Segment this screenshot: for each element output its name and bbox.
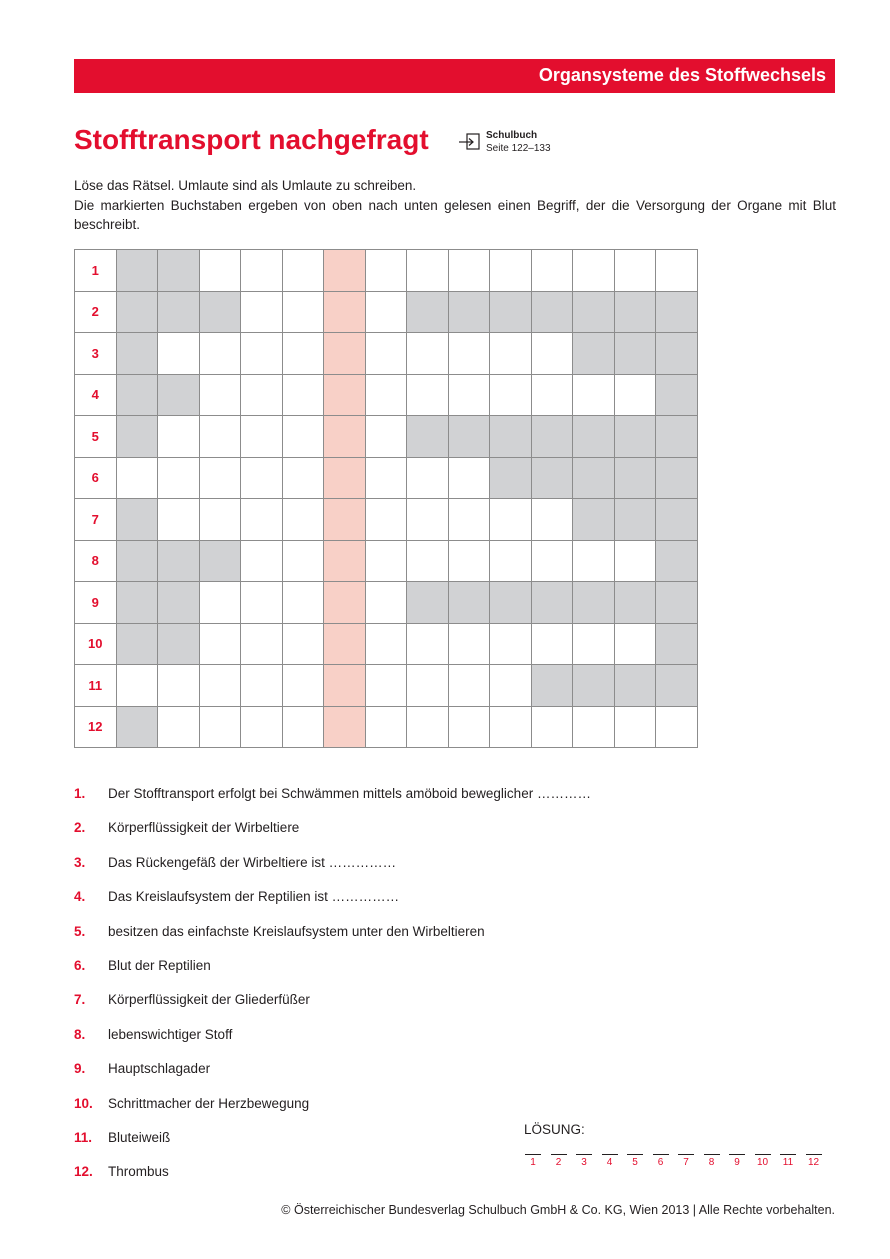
grid-cell-blocked <box>407 582 449 624</box>
grid-cell-blocked <box>656 582 698 624</box>
crossword-grid <box>74 249 698 748</box>
grid-cell-letter[interactable] <box>573 706 615 748</box>
grid-cell-blocked <box>531 291 573 333</box>
grid-row-number: 4 <box>75 374 117 416</box>
page-title: Stofftransport nachgefragt <box>74 124 429 155</box>
grid-cell-blocked <box>656 623 698 665</box>
grid-cell-letter[interactable] <box>365 416 407 458</box>
grid-row-number: 6 <box>75 457 117 499</box>
grid-cell-blocked <box>573 333 615 375</box>
clue-text: Schrittmacher der Herzbewegung <box>108 1095 310 1111</box>
grid-cell-blocked <box>573 416 615 458</box>
grid-cell-blocked <box>614 665 656 707</box>
grid-cell-letter[interactable] <box>116 665 158 707</box>
grid-cell-letter[interactable] <box>490 540 532 582</box>
grid-cell-letter[interactable] <box>448 623 490 665</box>
grid-cell-letter[interactable] <box>282 623 324 665</box>
grid-cell-letter[interactable] <box>241 374 283 416</box>
grid-row <box>75 416 698 458</box>
grid-cell-blocked <box>573 499 615 541</box>
grid-cell-letter[interactable] <box>614 540 656 582</box>
grid-cell-letter[interactable] <box>573 623 615 665</box>
grid-cell-letter[interactable] <box>241 416 283 458</box>
grid-cell-letter[interactable] <box>365 665 407 707</box>
grid-cell-letter[interactable] <box>282 250 324 292</box>
solution-blank[interactable]: 7 <box>678 1154 694 1165</box>
grid-cell-letter[interactable] <box>448 665 490 707</box>
grid-row <box>75 499 698 541</box>
grid-cell-blocked <box>158 250 200 292</box>
clue-number: 3. <box>74 854 86 870</box>
grid-cell-letter[interactable] <box>199 706 241 748</box>
grid-cell-letter[interactable] <box>407 457 449 499</box>
grid-cell-letter[interactable] <box>241 291 283 333</box>
grid-cell-blocked <box>531 582 573 624</box>
solution-blank[interactable]: 12 <box>806 1154 822 1165</box>
grid-cell-letter[interactable] <box>531 374 573 416</box>
grid-cell-letter[interactable] <box>531 333 573 375</box>
section-header-bar <box>74 59 835 93</box>
grid-cell-blocked <box>614 582 656 624</box>
solution-blank[interactable]: 2 <box>551 1154 567 1165</box>
grid-cell-letter[interactable] <box>365 291 407 333</box>
grid-cell-blocked <box>656 499 698 541</box>
section-title: Organsysteme des Stoffwechsels <box>538 65 826 85</box>
grid-cell-blocked <box>116 250 158 292</box>
grid-cell-blocked <box>573 665 615 707</box>
clue-number: 1. <box>74 786 86 801</box>
grid-cell-letter[interactable] <box>241 499 283 541</box>
grid-row-number: 7 <box>75 499 117 541</box>
grid-cell-letter[interactable] <box>531 250 573 292</box>
grid-cell-letter[interactable] <box>531 540 573 582</box>
grid-cell-solution[interactable] <box>324 374 366 416</box>
grid-cell-letter[interactable] <box>282 333 324 375</box>
grid-cell-letter[interactable] <box>282 499 324 541</box>
grid-cell-letter[interactable] <box>241 623 283 665</box>
grid-cell-blocked <box>531 416 573 458</box>
grid-cell-blocked <box>407 291 449 333</box>
clue-text: Thrombus <box>108 1164 169 1180</box>
grid-row <box>75 540 698 582</box>
grid-cell-letter[interactable] <box>656 250 698 292</box>
grid-cell-blocked <box>116 706 158 748</box>
grid-cell-blocked <box>158 374 200 416</box>
copyright-footer: © Österreichischer Bundesverlag Schulbuch GmbH & Co. KG, Wien 2013 | Alle Rechte vorbehalten. <box>281 1203 835 1217</box>
grid-cell-letter[interactable] <box>490 499 532 541</box>
solution-blank[interactable]: 3 <box>576 1154 592 1165</box>
grid-row <box>75 706 698 748</box>
grid-cell-solution[interactable] <box>324 540 366 582</box>
grid-cell-letter[interactable] <box>490 374 532 416</box>
grid-cell-letter[interactable] <box>365 706 407 748</box>
grid-row <box>75 623 698 665</box>
solution-label: LÖSUNG: <box>524 1122 585 1137</box>
grid-cell-letter[interactable] <box>365 540 407 582</box>
grid-row-number: 8 <box>75 540 117 582</box>
grid-cell-letter[interactable] <box>241 540 283 582</box>
grid-cell-blocked <box>656 540 698 582</box>
clue-text: Das Rückengefäß der Wirbeltiere ist …………… <box>108 854 397 870</box>
grid-row-number: 5 <box>75 416 117 458</box>
grid-cell-letter[interactable] <box>490 665 532 707</box>
grid-cell-blocked <box>490 582 532 624</box>
grid-cell-letter[interactable] <box>573 374 615 416</box>
grid-cell-letter[interactable] <box>199 623 241 665</box>
clue-text: Bluteiweiß <box>108 1129 171 1145</box>
clue-number: 12. <box>74 1164 93 1180</box>
grid-cell-letter[interactable] <box>158 416 200 458</box>
grid-cell-letter[interactable] <box>282 582 324 624</box>
grid-cell-letter[interactable] <box>158 457 200 499</box>
grid-cell-blocked <box>116 582 158 624</box>
grid-cell-letter[interactable] <box>531 623 573 665</box>
grid-cell-letter[interactable] <box>407 623 449 665</box>
grid-row <box>75 457 698 499</box>
grid-cell-letter[interactable] <box>158 665 200 707</box>
grid-cell-letter[interactable] <box>199 665 241 707</box>
clue-text: Körperflüssigkeit der Wirbeltiere <box>108 820 300 836</box>
grid-row <box>75 665 698 707</box>
grid-cell-solution[interactable] <box>324 665 366 707</box>
grid-cell-letter[interactable] <box>282 416 324 458</box>
grid-cell-letter[interactable] <box>241 665 283 707</box>
grid-cell-letter[interactable] <box>407 665 449 707</box>
grid-cell-blocked <box>407 416 449 458</box>
grid-cell-blocked <box>116 333 158 375</box>
grid-cell-blocked <box>614 291 656 333</box>
solution-blank[interactable]: 11 <box>780 1154 796 1165</box>
grid-cell-blocked <box>158 623 200 665</box>
clue-text: Blut der Reptilien <box>108 957 211 973</box>
grid-cell-letter[interactable] <box>407 333 449 375</box>
solution-blank[interactable]: 10 <box>755 1154 771 1165</box>
grid-cell-letter[interactable] <box>282 291 324 333</box>
grid-cell-letter[interactable] <box>282 374 324 416</box>
grid-cell-letter[interactable] <box>199 457 241 499</box>
clue-text: Körperflüssigkeit der Gliederfüßer <box>108 992 310 1008</box>
grid-cell-letter[interactable] <box>282 665 324 707</box>
grid-cell-letter[interactable] <box>407 374 449 416</box>
grid-cell-blocked <box>448 416 490 458</box>
solution-blank[interactable]: 1 <box>525 1154 541 1165</box>
grid-cell-blocked <box>656 374 698 416</box>
grid-cell-letter[interactable] <box>241 457 283 499</box>
grid-cell-solution[interactable] <box>324 706 366 748</box>
grid-cell-blocked <box>656 416 698 458</box>
grid-row-number: 1 <box>75 250 117 292</box>
grid-cell-letter[interactable] <box>448 706 490 748</box>
grid-cell-solution[interactable] <box>324 250 366 292</box>
grid-cell-blocked <box>573 582 615 624</box>
grid-cell-letter[interactable] <box>365 499 407 541</box>
grid-cell-blocked <box>614 457 656 499</box>
solution-blank[interactable]: 6 <box>653 1154 669 1165</box>
solution-blank[interactable]: 8 <box>704 1154 720 1165</box>
grid-cell-letter[interactable] <box>282 540 324 582</box>
grid-cell-blocked <box>158 291 200 333</box>
grid-row-number: 12 <box>75 706 117 748</box>
grid-cell-letter[interactable] <box>199 416 241 458</box>
grid-cell-letter[interactable] <box>365 582 407 624</box>
grid-cell-letter[interactable] <box>241 582 283 624</box>
grid-cell-blocked <box>531 665 573 707</box>
clue-number: 5. <box>74 923 86 939</box>
grid-cell-letter[interactable] <box>407 250 449 292</box>
grid-cell-letter[interactable] <box>282 706 324 748</box>
grid-cell-blocked <box>490 457 532 499</box>
instructions-line-1: Löse das Rätsel. Umlaute sind als Umlaute zu schreiben. <box>74 178 417 193</box>
grid-cell-letter[interactable] <box>199 250 241 292</box>
instructions <box>74 176 836 235</box>
clue-number: 8. <box>74 1026 86 1042</box>
grid-cell-blocked <box>656 457 698 499</box>
clue-text: Der Stofftransport erfolgt bei Schwämmen mittels amöboid beweglicher ………… <box>108 786 591 801</box>
grid-cell-letter[interactable] <box>241 706 283 748</box>
grid-cell-solution[interactable] <box>324 333 366 375</box>
grid-cell-blocked <box>116 374 158 416</box>
grid-row <box>75 374 698 416</box>
reference-label: Schulbuch <box>486 130 538 141</box>
clue-text: lebenswichtiger Stoff <box>108 1026 233 1042</box>
grid-cell-blocked <box>531 457 573 499</box>
grid-cell-letter[interactable] <box>158 333 200 375</box>
clue-number: 6. <box>74 957 86 973</box>
grid-cell-blocked <box>490 291 532 333</box>
grid-cell-letter[interactable] <box>407 499 449 541</box>
grid-cell-blocked <box>490 416 532 458</box>
grid-cell-letter[interactable] <box>365 250 407 292</box>
grid-cell-letter[interactable] <box>199 333 241 375</box>
grid-cell-letter[interactable] <box>490 623 532 665</box>
grid-cell-letter[interactable] <box>490 250 532 292</box>
solution-blank[interactable]: 9 <box>729 1154 745 1165</box>
grid-cell-solution[interactable] <box>324 623 366 665</box>
grid-cell-letter[interactable] <box>365 457 407 499</box>
grid-cell-blocked <box>656 665 698 707</box>
grid-cell-letter[interactable] <box>282 457 324 499</box>
clue-number: 2. <box>74 820 86 836</box>
clue-text: Das Kreislaufsystem der Reptilien ist …………… <box>108 889 400 905</box>
grid-cell-blocked <box>614 416 656 458</box>
grid-cell-solution[interactable] <box>324 499 366 541</box>
instructions-line-2: Die markierten Buchstaben ergeben von oben nach unten gelesen einen Begriff, der die Versorgung der Organe mit Blut beschreibt. <box>74 197 836 232</box>
solution-blank[interactable]: 4 <box>602 1154 618 1165</box>
grid-cell-letter[interactable] <box>365 374 407 416</box>
grid-cell-blocked <box>614 333 656 375</box>
grid-cell-blocked <box>448 582 490 624</box>
clue-number: 7. <box>74 992 86 1008</box>
grid-cell-letter[interactable] <box>656 706 698 748</box>
grid-row-number: 11 <box>75 665 117 707</box>
grid-cell-letter[interactable] <box>241 250 283 292</box>
grid-cell-blocked <box>158 540 200 582</box>
grid-cell-letter[interactable] <box>614 706 656 748</box>
grid-row <box>75 582 698 624</box>
grid-row <box>75 333 698 375</box>
grid-cell-letter[interactable] <box>199 374 241 416</box>
grid-row-number: 9 <box>75 582 117 624</box>
clue-text: besitzen das einfachste Kreislaufsystem unter den Wirbeltieren <box>108 923 485 939</box>
grid-cell-letter[interactable] <box>448 540 490 582</box>
clue-number: 11. <box>74 1129 93 1145</box>
grid-cell-letter[interactable] <box>407 540 449 582</box>
reference-pages: Seite 122–133 <box>486 143 551 154</box>
grid-cell-blocked <box>116 416 158 458</box>
grid-row-number: 10 <box>75 623 117 665</box>
grid-cell-letter[interactable] <box>365 623 407 665</box>
grid-cell-letter[interactable] <box>158 499 200 541</box>
grid-cell-blocked <box>656 291 698 333</box>
clue-text: Hauptschlagader <box>108 1061 211 1077</box>
grid-cell-letter[interactable] <box>614 250 656 292</box>
grid-cell-letter[interactable] <box>448 457 490 499</box>
grid-cell-blocked <box>116 623 158 665</box>
grid-cell-solution[interactable] <box>324 416 366 458</box>
grid-row-number: 3 <box>75 333 117 375</box>
grid-cell-letter[interactable] <box>490 706 532 748</box>
grid-cell-letter[interactable] <box>531 499 573 541</box>
clue-number: 4. <box>74 889 86 905</box>
solution-blank[interactable]: 5 <box>627 1154 643 1165</box>
grid-row-number: 2 <box>75 291 117 333</box>
grid-cell-blocked <box>573 291 615 333</box>
grid-cell-blocked <box>116 540 158 582</box>
grid-cell-solution[interactable] <box>324 582 366 624</box>
grid-cell-solution[interactable] <box>324 291 366 333</box>
textbook-link-icon <box>458 132 482 152</box>
grid-cell-letter[interactable] <box>573 540 615 582</box>
grid-row <box>75 291 698 333</box>
grid-cell-blocked <box>448 291 490 333</box>
grid-row <box>75 250 698 292</box>
grid-cell-blocked <box>656 333 698 375</box>
grid-cell-letter[interactable] <box>199 499 241 541</box>
grid-cell-blocked <box>116 499 158 541</box>
grid-cell-blocked <box>199 540 241 582</box>
grid-cell-letter[interactable] <box>448 333 490 375</box>
grid-cell-letter[interactable] <box>448 374 490 416</box>
grid-cell-letter[interactable] <box>365 333 407 375</box>
clue-number: 9. <box>74 1061 86 1077</box>
grid-cell-letter[interactable] <box>573 250 615 292</box>
grid-cell-letter[interactable] <box>490 333 532 375</box>
grid-cell-letter[interactable] <box>614 623 656 665</box>
grid-cell-letter[interactable] <box>531 706 573 748</box>
grid-cell-blocked <box>573 457 615 499</box>
clue-number: 10. <box>74 1095 93 1111</box>
grid-cell-blocked <box>199 291 241 333</box>
grid-cell-letter[interactable] <box>241 333 283 375</box>
grid-cell-blocked <box>614 499 656 541</box>
grid-cell-blocked <box>158 582 200 624</box>
grid-cell-letter[interactable] <box>199 582 241 624</box>
grid-cell-blocked <box>116 291 158 333</box>
grid-cell-letter[interactable] <box>158 706 200 748</box>
grid-cell-letter[interactable] <box>116 457 158 499</box>
grid-cell-letter[interactable] <box>448 499 490 541</box>
grid-cell-solution[interactable] <box>324 457 366 499</box>
grid-cell-letter[interactable] <box>407 706 449 748</box>
grid-cell-letter[interactable] <box>614 374 656 416</box>
grid-cell-letter[interactable] <box>448 250 490 292</box>
